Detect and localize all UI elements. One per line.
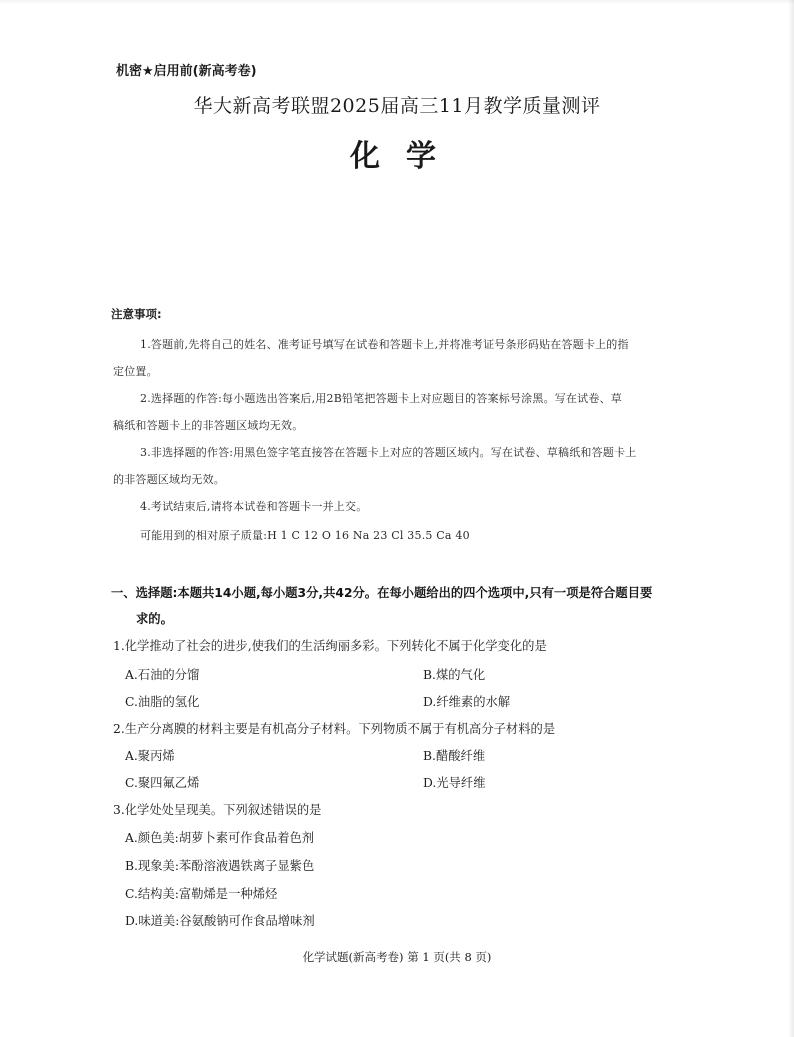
note-2-line-1: 2.选择题的作答:每小题选出答案后,用2B铅笔把答题卡上对应题目的答案标号涂黑。写在试卷、草 — [140, 392, 622, 405]
question-3-stem: 3.化学处处呈现美。下列叙述错误的是 — [113, 803, 322, 817]
question-1-option-d: D.纤维素的水解 — [423, 695, 511, 709]
note-1-line-2: 定位置。 — [113, 365, 158, 378]
question-2-option-b: B.醋酸纤维 — [423, 749, 486, 763]
notes-heading: 注意事项: — [111, 307, 162, 321]
note-2-line-2: 稿纸和答题卡上的非答题区域均无效。 — [113, 419, 304, 432]
note-3-line-1: 3.非选择题的作答:用黑色签字笔直接答在答题卡上对应的答题区域内。写在试卷、草稿纸和答题卡上 — [140, 446, 637, 459]
question-2-option-c: C.聚四氟乙烯 — [125, 776, 200, 790]
question-1-option-c: C.油脂的氢化 — [125, 695, 200, 709]
question-3-option-c: C.结构美:富勒烯是一种烯烃 — [125, 887, 278, 901]
confidential-label: 机密★启用前(新高考卷) — [116, 64, 257, 79]
question-2-stem: 2.生产分离膜的材料主要是有机高分子材料。下列物质不属于有机高分子材料的是 — [113, 722, 556, 736]
exam-title: 华大新高考联盟2025届高三11月教学质量测评 — [193, 95, 601, 117]
question-2-option-d: D.光导纤维 — [423, 776, 486, 790]
question-1-option-b: B.煤的气化 — [423, 668, 486, 682]
question-3-option-d: D.味道美:谷氨酸钠可作食品增味剂 — [125, 914, 315, 928]
question-1-option-a: A.石油的分馏 — [125, 668, 200, 682]
section-heading-line-1: 一、选择题:本题共14小题,每小题3分,共42分。在每小题给出的四个选项中,只有一项是符合题目要 — [111, 586, 653, 600]
page-footer: 化学试题(新高考卷) 第 1 页(共 8 页) — [302, 950, 492, 964]
note-3-line-2: 的非答题区域均无效。 — [113, 473, 225, 486]
question-3-option-b: B.现象美:苯酚溶液遇铁离子显紫色 — [125, 859, 315, 873]
question-2-option-a: A.聚丙烯 — [125, 749, 175, 763]
subject-title: 化学 — [350, 139, 462, 174]
note-1-line-1: 1.答题前,先将自己的姓名、准考证号填写在试卷和答题卡上,并将准考证号条形码贴在答题卡上的指 — [140, 338, 629, 351]
note-4: 4.考试结束后,请将本试卷和答题卡一并上交。 — [140, 500, 368, 513]
question-1-stem: 1.化学推动了社会的进步,使我们的生活绚丽多彩。下列转化不属于化学变化的是 — [113, 639, 547, 653]
scan-shadow-top — [0, 0, 794, 4]
section-heading-line-2: 求的。 — [136, 612, 173, 626]
question-3-option-a: A.颜色美:胡萝卜素可作食品着色剂 — [125, 831, 315, 845]
atomic-masses: 可能用到的相对原子质量:H 1 C 12 O 16 Na 23 Cl 35.5 Ca 40 — [140, 529, 470, 542]
